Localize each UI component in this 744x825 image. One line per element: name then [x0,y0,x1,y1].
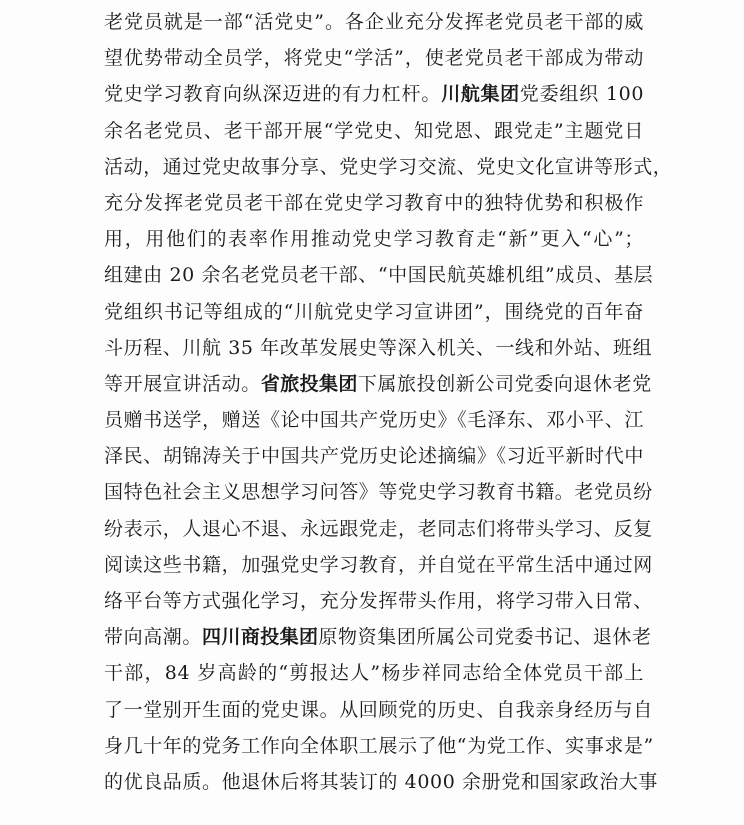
text-segment: 等开展宣讲活动。 [104,372,261,395]
text-line [104,619,652,655]
org-name: 省旅投集团 [260,372,358,395]
text-segment: 带向高潮。 [104,626,203,649]
text-line [104,692,653,728]
text-segment: 络平台等方式强化学习，充分发挥带头作用，将学习带入日常、 [104,590,653,612]
text-line [104,330,653,366]
text-segment: 阅读这些书籍，加强党史学习教育，并自觉在平常生活中通过网 [104,553,653,576]
text-line [104,366,652,402]
text-line [104,76,644,112]
text-segment: 老党员就是一部“活党史”。各企业充分发挥老党员老干部的威 [104,11,644,33]
text-segment: 员赠书送学，赠送《论中国共产党历史》《毛泽东、邓小平、江 [104,409,644,432]
text-segment: 了一堂别开生面的党史课。从回顾党的历史、自我亲身经历与自 [104,698,653,721]
text-line [104,583,653,619]
text-line [104,40,644,76]
text-line [104,728,654,764]
text-segment: 组建由 20 余名老党员老干部、“中国民航英雄机组”成员、基层 [104,264,654,287]
text-segment: 党委组织 100 [519,83,645,106]
text-line [104,438,644,474]
text-segment: 国特色社会主义思想学习问答》等党史学习教育书籍。老党员纷 [104,481,653,504]
text-line [104,547,653,583]
body-text [104,4,673,800]
text-segment: 斗历程、川航 35 年改革发展史等深入机关、一线和外站、班组 [104,336,653,359]
text-line [104,402,644,438]
text-segment: 余名老党员、老干部开展“学党史、知党恩、跟党走”主题党日 [104,119,644,142]
text-segment: 身几十年的党务工作向全体职工展示了他“为党工作、实事求是” [104,734,654,757]
text-segment: 望优势带动全员学，将党史“学活”，使老党员老干部成为带动 [104,47,644,70]
text-line [104,294,644,330]
text-segment: 泽民、胡锦涛关于中国共产党历史论述摘编》《习近平新时代中 [104,445,644,468]
text-line [104,149,673,185]
text-segment: 党组织书记等组成的“川航党史学习宣讲团”，围绕党的百年奋 [104,300,644,323]
text-line [104,764,659,800]
text-segment: 的优良品质。他退休后将其装订的 4000 余册党和国家政治大事 [104,770,659,793]
text-line [104,221,644,257]
text-segment: 下属旅投创新公司党委向退休老党 [357,372,652,395]
org-name: 四川商投集团 [202,626,319,649]
text-segment: 党史学习教育向纵深迈进的有力杠杆。 [104,83,442,106]
text-segment: 活动，通过党史故事分享、党史学习交流、党史文化宣讲等形式， [104,155,673,178]
text-line [104,474,653,510]
text-segment: 干部，84 岁高龄的“剪报达人”杨步祥同志给全体党员干部上 [104,662,644,685]
text-line [104,511,653,547]
text-line [104,4,644,40]
text-line [104,257,654,293]
org-name: 川航集团 [441,83,520,106]
text-segment: 用，用他们的表率作用推动党史学习教育走“新”更入“心”； [104,228,644,251]
text-segment: 充分发挥老党员老干部在党史学习教育中的独特优势和积极作 [104,191,644,214]
text-line [104,113,644,149]
text-line [104,185,644,221]
text-line [104,655,644,691]
text-segment: 原物资集团所属公司党委书记、退休老 [318,626,652,649]
text-segment: 纷表示，人退心不退、永远跟党走，老同志们将带头学习、反复 [104,517,653,540]
